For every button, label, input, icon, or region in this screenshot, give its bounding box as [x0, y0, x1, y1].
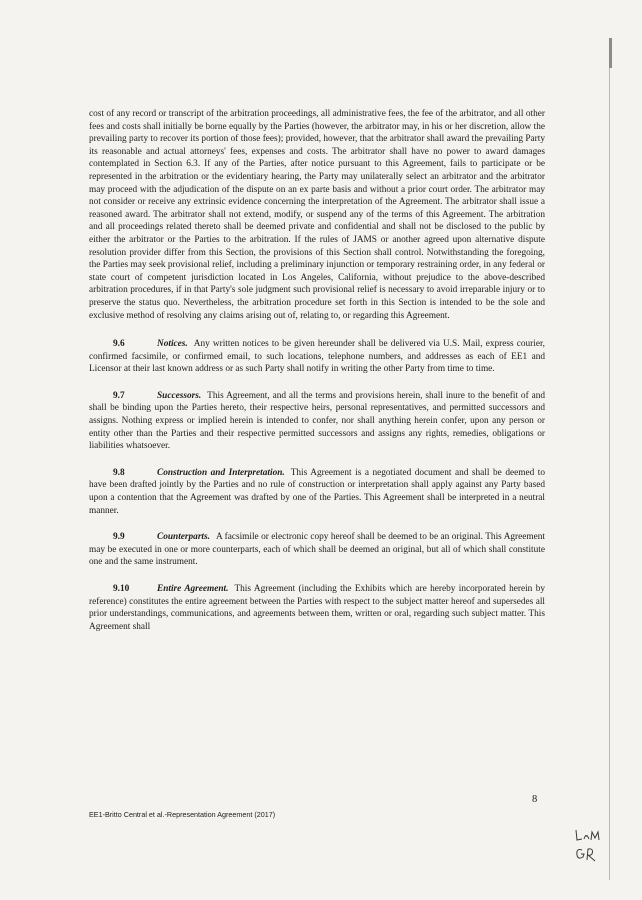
page-number: 8	[532, 794, 538, 805]
section-title: Notices.	[157, 339, 188, 350]
section-9-8	[89, 467, 545, 517]
section-text: Any written notices to be given hereunder shall be delivered via U.S. Mail, express courier, confirmed facsimile, or confirmed email, to such locations, telephone numbers, and addresses as each of EE1 and Licensor at their last known address or as such Party shall notify in writing the other Party from time to time.	[89, 339, 545, 375]
handwritten-initials	[572, 826, 612, 870]
section-text: This Agreement, and all the terms and provisions herein, shall inure to the benefit of and shall be binding upon the Parties hereto, their respective heirs, personal representatives, and permitted successors and assigns. Nothing express or implied herein is intended to confer, nor shall anything herein confer, upon any person or entity other than the Parties and their respective permitted successors and assigns any rights, remedies, obligations or liabilities whatsoever.	[89, 390, 545, 452]
section-title: Entire Agreement.	[157, 584, 229, 594]
section-text: This Agreement (including the Exhibits which are hereby incorporated herein by reference) constitutes the entire agreement between the Parties with respect to the subject matter hereof and supersedes all prior understandings, communications, and agreements between them, written or oral, regarding such subject matter. This Agreement shall	[89, 584, 545, 632]
continued-paragraph: cost of any record or transcript of the arbitration proceedings, all administrative fees, the fee of the arbitrator, and all other fees and costs shall initially be borne equally by the Parties (however, the arbitrator may, in his or her discretion, allow the prevailing party to recover its portion of those fees); provided, however, that the arbitrator shall award the prevailing Party its reasonable and actual attorneys' fees, expenses and costs. The arbitrator shall have no power to award damages contemplated in Section 6.3. If any of the Parties, after notice pursuant to this Agreement, fails to participate or be represented in the arbitration or the evidentiary hearing, the Party may unilaterally select an arbitrator and the arbitrator may proceed with the adjudication of the dispute on an ex parte basis and without a prior court order. The arbitrator may not consider or receive any extrinsic evidence concerning the interpretation of the Agreement. The arbitrator shall issue a reasoned award. The arbitrator shall not extend, modify, or suspend any of the terms of this Agreement. The arbitration and all proceedings related thereto shall be deemed private and confidential and shall not be disclosed to the public by either the arbitrator or the Parties to the arbitration. If the rules of JAMS or another agreed upon alternative dispute resolution provider differ from this Section, the provisions of this Section shall control. Notwithstanding the foregoing, the Parties may seek provisional relief, including a preliminary injunction or temporary restraining order, in any federal or state court of competent jurisdiction located in Los Angeles, California, without prejudice to the above-described arbitration procedures, if in that Party's sole judgment such provisional relief is necessary to avoid irreparable injury or to preserve the status quo. Nevertheless, the arbitration procedure set forth in this Section is intended to be the sole and exclusive method of resolving any claims arising out of, relating to, or regarding this Agreement.	[89, 109, 545, 321]
section-9-6	[89, 338, 545, 376]
section-number: 9.7	[113, 390, 125, 401]
scan-edge-line	[609, 40, 610, 880]
section-9-7	[89, 390, 545, 453]
section-9-9	[89, 531, 545, 569]
section-number: 9.8	[113, 467, 125, 478]
section-title: Construction and Interpretation.	[157, 467, 285, 478]
section-number: 9.6	[113, 339, 125, 350]
section-text: This Agreement is a negotiated document and shall be deemed to have been drafted jointly by the Parties and no rule of construction or interpretation shall apply against any Party based upon a contention that the Agreement was drafted by one of the Parties. This Agreement shall be interpreted in a neutral manner.	[89, 467, 545, 516]
scan-edge-mark	[609, 38, 612, 68]
section-title: Counterparts.	[157, 532, 210, 543]
section-number: 9.10	[113, 584, 130, 594]
footer-text: EE1-Britto Central et al.-Representation Agreement (2017)	[89, 810, 276, 819]
document-body	[89, 108, 545, 647]
section-title: Successors.	[157, 390, 202, 401]
section-number: 9.9	[113, 532, 125, 543]
section-9-10	[89, 583, 545, 633]
section-text: A facsimile or electronic copy hereof shall be deemed to be an original. This Agreement may be executed in one or more counterparts, each of which shall be deemed an original, but all of which shall constitute one and the same instrument.	[89, 532, 545, 568]
